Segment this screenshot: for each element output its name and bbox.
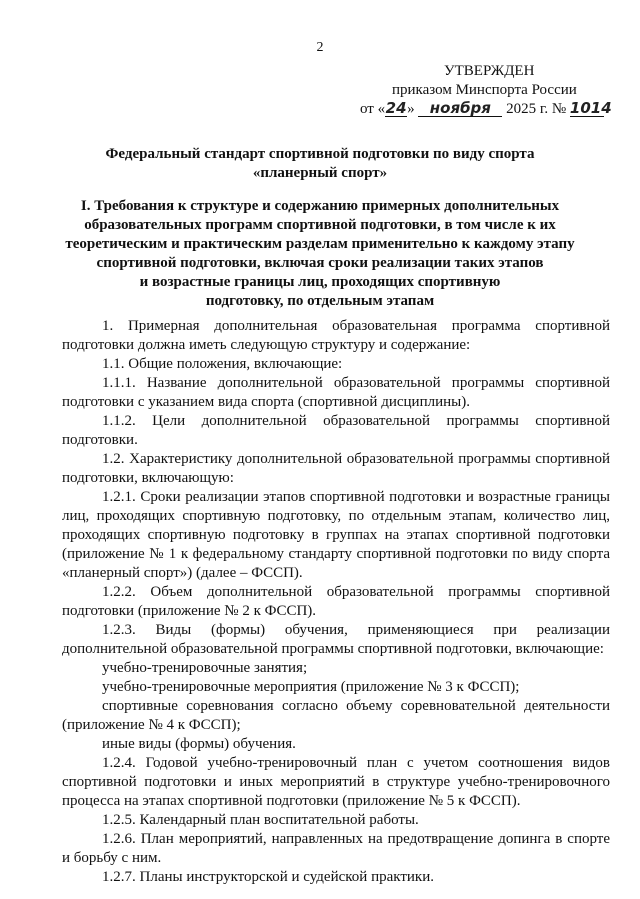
body-text	[62, 317, 610, 887]
section-line: теоретическим и практическим разделам применительно к каждому этапу	[65, 236, 575, 252]
approval-date	[360, 100, 620, 119]
section-heading	[40, 197, 600, 311]
approval-order: приказом Минспорта России	[392, 82, 577, 98]
paragraph: 1.2. Характеристику дополнительной образовательной программы спортивной подготовки, включающую:	[62, 451, 610, 486]
paragraph: 1.2.1. Сроки реализации этапов спортивной подготовки и возрастные границы лиц, проходящих спортивную подготовку, по отдельным этапам, количество лиц, проходящих спортивную подготовку в группах на этапах спортивной подготовки (приложение № 1 к федеральному стандарту спортивной подготовки по виду спорта «планерный спорт») (далее – ФССП).	[62, 489, 610, 581]
title-line: «планерный спорт»	[252, 165, 388, 181]
paragraph: 1.2.7. Планы инструкторской и судейской практики.	[102, 869, 434, 885]
date-mid: »	[407, 101, 415, 117]
paragraph: спортивные соревнования согласно объему соревновательной деятельности (приложение № 4 к ФССП);	[62, 698, 610, 733]
handwritten-day: 24	[385, 99, 407, 117]
paragraph: 1.1. Общие положения, включающие:	[102, 356, 343, 372]
paragraph: 1.2.5. Календарный план воспитательной работы.	[102, 812, 419, 828]
handwritten-number: 1014	[569, 99, 612, 117]
title-line: Федеральный стандарт спортивной подготовки по виду спорта	[105, 146, 535, 162]
paragraph: иные виды (формы) обучения.	[102, 736, 296, 752]
section-line: I. Требования к структуре и содержанию примерных дополнительных	[80, 198, 560, 214]
handwritten-month: ноября	[418, 100, 502, 117]
section-line: образовательных программ спортивной подготовки, в том числе к их	[84, 217, 556, 233]
section-line: спортивной подготовки, включая сроки реализации таких этапов	[96, 255, 544, 271]
approval-block	[360, 62, 620, 119]
document-title	[40, 145, 600, 183]
paragraph: учебно-тренировочные мероприятия (приложение № 3 к ФССП);	[102, 679, 520, 695]
paragraph: 1.2.4. Годовой учебно-тренировочный план с учетом соотношения видов спортивной подготовки и иных мероприятий в структуре учебно-тренировочного процесса на этапах спортивной подготовки (приложение № 5 к ФССП).	[62, 755, 610, 809]
paragraph: 1.1.1. Название дополнительной образовательной программы спортивной подготовки с указанием вида спорта (спортивной дисциплины).	[62, 375, 610, 410]
paragraph: 1.2.2. Объем дополнительной образовательной программы спортивной подготовки (приложение № 2 к ФССП).	[62, 584, 610, 619]
date-prefix: от «	[360, 101, 386, 117]
paragraph: 1.2.3. Виды (формы) обучения, применяющиеся при реализации дополнительной образовательной программы спортивной подготовки, включающие:	[62, 622, 610, 657]
section-line: и возрастные границы лиц, проходящих спортивную	[139, 274, 501, 290]
paragraph: учебно-тренировочные занятия;	[102, 660, 308, 676]
paragraph: 1. Примерная дополнительная образовательная программа спортивной подготовки должна иметь следующую структуру и содержание:	[62, 318, 610, 353]
paragraph: 1.2.6. План мероприятий, направленных на предотвращение допинга в спорте и борьбу с ним.	[62, 831, 610, 866]
paragraph: 1.1.2. Цели дополнительной образовательной программы спортивной подготовки.	[62, 413, 610, 448]
page-number: 2	[316, 40, 324, 55]
year-text: 2025 г. №	[506, 101, 567, 117]
approval-title: УТВЕРЖДЕН	[444, 63, 535, 79]
section-line: подготовку, по отдельным этапам	[205, 293, 435, 309]
